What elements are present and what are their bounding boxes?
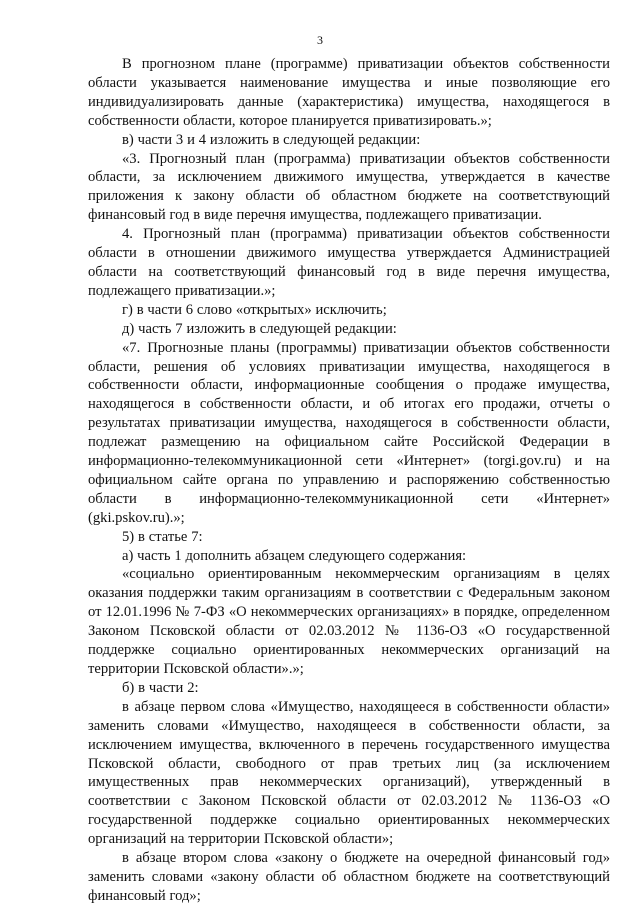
paragraph-item-d: д) часть 7 изложить в следующей редакции: [122,320,397,337]
paragraph-plan-contents: В прогнозном плане (программе) приватизации объектов собственности области указывается наименование имущества и иные позволяющие его индивидуализировать данные (характеристика) имущества, находящегося в собственности области, которое планируется приватизировать.»; [88,56,610,129]
page-number: 3 [317,33,323,47]
paragraph-item-a: а) часть 1 дополнить абзацем следующего содержания: [122,547,467,564]
paragraph-part-3: «3. Прогнозный план (программа) приватизации объектов собственности области, за исключением движимого имущества, утверждается в качестве приложения к закону области об областном бюджете на соответствующий финансовый год в виде перечня имущества, подлежащего приватизации. [88,150,610,224]
paragraph-part-7: «7. Прогнозные планы (программы) приватизации объектов собственности области, решения об условиях приватизации имущества, находящегося в собственности области, информационные сообщения о продаже имущества, находящегося в собственности области, и об итогах его продажи, отчеты о результатах приватизации имущества, находящегося в собственности области, подлежат размещению на официальном сайте Российской Федерации в информационно-телекоммуникационной сети «Интернет» (torgi.gov.ru) и на официальном сайте органа по управлению и распоряжению собственностью области в информационно-телекоммуникационной сети «Интернет» (gki.pskov.ru).»; [88,339,610,526]
paragraph-second-subparagraph: в абзаце втором слова «закону о бюджете на очередной финансовый год» заменить словами «закону области об областном бюджете на соответствующий финансовый год»; [88,850,610,904]
document-body [88,55,610,906]
paragraph-part-4: 4. Прогнозный план (программа) приватизации объектов собственности области в отношении движимого имущества утверждается Администрацией области на соответствующий финансовый год в виде перечня имущества, подлежащего приватизации.»; [88,226,610,299]
paragraph-item-5: 5) в статье 7: [122,528,203,545]
paragraph-item-b: б) в части 2: [122,679,199,696]
paragraph-first-subparagraph: в абзаце первом слова «Имущество, находящееся в собственности области» заменить словами «Имущество, находящееся в собственности области, за исключением имущества, включенного в перечень государственного имущества Псковской области, свободного от прав третьих лиц (за исключением имущественных прав некоммерческих организаций), утвержденный в соответствии с Законом Псковской области от 02.03.2012 № 1136-ОЗ «О государственной поддержке социально ориентированных некоммерческих организаций на территории Псковской области»; [88,698,610,848]
paragraph-item-v: в) части 3 и 4 изложить в следующей редакции: [122,131,421,148]
paragraph-nko-support: «социально ориентированным некоммерческим организациям в целях оказания поддержки таким организациям в соответствии с Федеральным законом от 12.01.1996 № 7-ФЗ «О некоммерческих организациях» в порядке, определенном Законом Псковской области от 02.03.2012 № 1136-ОЗ «О государственной поддержке социально ориентированных некоммерческих организаций на территории Псковской области».»; [88,566,610,677]
paragraph-item-g: г) в части 6 слово «открытых» исключить; [122,301,387,318]
